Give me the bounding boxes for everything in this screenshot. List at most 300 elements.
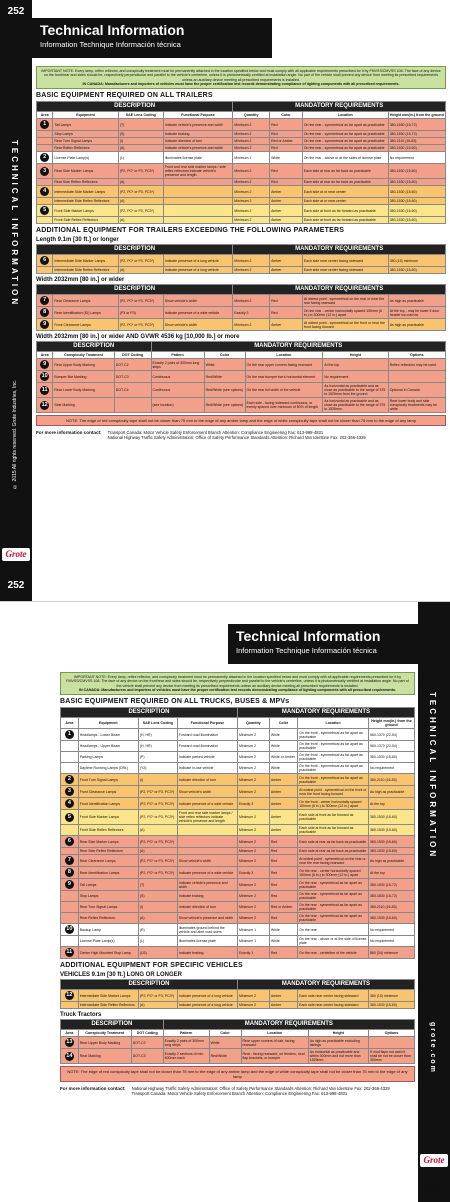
- cell-area: [61, 867, 79, 879]
- table-row: [61, 1037, 415, 1049]
- cell-quantity: Minimum 2: [233, 119, 270, 131]
- cell-location: On the rear: [298, 924, 369, 936]
- table-row: [61, 848, 415, 855]
- cell-color: Red/White (see options): [204, 383, 245, 398]
- cell-options: [388, 371, 445, 383]
- cell-color: White: [209, 1037, 241, 1049]
- cell-pattern: Continuous: [151, 371, 204, 383]
- cell-purpose: [177, 836, 237, 848]
- cell-height: As high as practicable: [388, 295, 445, 307]
- cell-color: Amber: [270, 319, 303, 331]
- area-number-badge: 2: [40, 153, 49, 162]
- cell-location: Each side at rear as far back as practicable: [302, 164, 388, 179]
- cell-purpose: Indicate presence of a wide vehicle: [177, 798, 237, 810]
- cell-height: No requirement: [323, 371, 388, 383]
- cell-purpose: Indicate braking: [163, 131, 233, 138]
- cell-sae-coding: (U3): [138, 947, 177, 959]
- cell-area: [37, 164, 53, 179]
- cell-treatment: Rear Marking: [78, 1049, 131, 1064]
- cell-quantity: Minimum 2: [233, 295, 270, 307]
- width-equipment-table: [36, 284, 446, 331]
- footer-line: National Highway Traffic Safety Administration: Office of Safety Performance Standards Attention: Richard Van Iderstine Fax: 202-366-4329: [131, 1086, 390, 1092]
- cell-sae-coding: (Y2): [138, 763, 177, 774]
- cell-equipment: Intermediate Side Reflex Reflectors: [53, 267, 118, 274]
- cell-color: Amber: [269, 786, 297, 798]
- cell-location: Each side near center facing sideward: [302, 267, 388, 274]
- cell-quantity: Minimum 2: [233, 217, 270, 224]
- table-row: [61, 810, 415, 825]
- cell-location: On the rear - above or at the side of license plate: [299, 937, 367, 946]
- cell-area: [37, 307, 53, 319]
- cell-location: On the front - symmetrical as far apart as practicable: [298, 752, 369, 763]
- cell-equipment: Intermediate Side Marker Lamps: [53, 186, 118, 198]
- cell-area: [61, 763, 79, 774]
- cell-area: [37, 179, 53, 186]
- desc-header: DESCRIPTION: [37, 285, 233, 295]
- cell-quantity: Minimum 2: [237, 752, 269, 763]
- cell-location: Each side near center facing sideward: [298, 1002, 369, 1009]
- cell-color: Red: [270, 119, 303, 131]
- cell-equipment: Headlamps - Lower Beam: [78, 729, 138, 741]
- table-row: [61, 763, 415, 774]
- cell-pattern: Exactly 2 sections of min. 600mm each: [163, 1049, 209, 1064]
- table-row: [61, 752, 415, 763]
- cell-location: Each side at or near center: [302, 186, 388, 198]
- cell-quantity: Minimum 2: [237, 763, 269, 774]
- cell-color: Red or Amber: [270, 138, 303, 145]
- cell-options: Rear lower body and side conspicuity treatments may be white: [388, 398, 445, 413]
- table-row: [37, 295, 446, 307]
- cell-purpose: Illuminates license plate: [163, 152, 233, 164]
- notice-text: IMPORTANT NOTE: Every lamp, reflex reflector, and conspicuity treatment must be permanently attached in the location specified below and must comply with all applicable requirements prescribed for it by FMVSS/CMVSS 108. The face of any device on the front/rear and sides should be, respectively perpendicular and parallel to the vehicle's centerline, unless it is photometrically certified at installation angle. No part of the vehicle shall prevent any device from meeting its prescribed requirements unless an auxiliary device meeting all prescribed requirements is installed.: [66, 675, 409, 688]
- col-header: Color: [209, 1030, 241, 1037]
- table-row: [37, 359, 446, 371]
- cell-purpose: Indicate parked vehicle: [177, 752, 237, 763]
- cell-color: Red or Amber: [269, 902, 297, 913]
- cell-purpose: Forward road illumination: [177, 741, 237, 752]
- table-row: [37, 138, 446, 145]
- col-header: Location: [245, 352, 323, 359]
- cell-location: On the front - symmetrical as far apart as practicable: [298, 763, 369, 774]
- cell-height: 380-1530 (15-60): [388, 205, 445, 217]
- cell-purpose: Indicate direction of turn: [163, 138, 233, 145]
- cell-purpose: Indicate braking: [177, 891, 237, 902]
- cell-sae-coding: (P2, PC* or P3, PC3*): [138, 836, 177, 848]
- cell-equipment: Rear Turn Signal Lamps: [53, 138, 118, 145]
- footer-line: Transport Canada: Motor Vehicle Safety Enforcement Branch Attention: Compliance Engineering Fax: 613-998-4831: [131, 1091, 348, 1097]
- col-header: Height mm(in.) from the ground: [389, 113, 444, 118]
- cell-height: 380-1830 (15-72): [388, 131, 445, 138]
- cell-area: [37, 295, 53, 307]
- cell-equipment: Front Identification Lamps: [78, 798, 138, 810]
- cell-purpose: Illuminates ground behind the vehicle and alert road users: [177, 924, 237, 936]
- col-header: Functional Purpose: [177, 718, 237, 729]
- cell-height: 380-1530 (15-60): [388, 198, 445, 205]
- cell-height: 380-1530 (15-60): [388, 267, 445, 274]
- table-row: [37, 145, 446, 152]
- area-number-badge: 7: [65, 856, 74, 865]
- desc-header: DESCRIPTION: [37, 245, 233, 255]
- cell-height: At the top: [368, 798, 414, 810]
- table-row: [37, 205, 446, 217]
- cell-equipment: Rear Reflex Reflectors: [78, 913, 138, 924]
- cell-equipment: Rear Side Marker Lamps: [53, 164, 118, 179]
- cell-sae-coding: (P2, PC* or P3, PC3*): [138, 798, 177, 810]
- cell-purpose: [163, 198, 233, 205]
- cell-color: Red: [270, 295, 303, 307]
- cell-color: Red: [269, 855, 297, 867]
- cell-purpose: Indicate braking: [177, 947, 237, 959]
- cell-purpose: Indicate presence of a long vehicle: [163, 267, 233, 274]
- cell-sae-coding: (T): [118, 119, 163, 131]
- cell-color: White: [204, 359, 245, 371]
- cell-location: On the rear - symmetrical as far apart as practicable: [302, 131, 388, 138]
- subsection-title: Width 2032mm [80 in.] or wider AND GVWR 4536 kg [10,000 lb.] or more: [36, 334, 240, 341]
- cell-quantity: Minimum 2: [233, 198, 270, 205]
- area-number-badge: 10: [41, 373, 48, 380]
- cell-height: As high as practicable: [368, 855, 414, 867]
- subsection-title: Truck Tractors: [60, 1012, 102, 1019]
- notice-canada: IN CANADA: Manufacturers and importers of vehicles must have the proper certification test records demonstrating compliance of lighting components with all prescribed requirements.: [82, 81, 400, 86]
- cell-location: Each side at front as far forward as practicable: [298, 825, 369, 836]
- col-header: Location: [298, 718, 369, 729]
- cell-equipment: Front Side Marker Lamps: [53, 205, 118, 217]
- cell-equipment: Intermediate Side Reflex Reflectors: [78, 1002, 138, 1009]
- col-header: Height: [323, 352, 388, 359]
- cell-location: At widest point - symmetrical on the rear or near the rear facing rearward: [302, 295, 388, 307]
- cell-sae-coding: (P2, PC* or P3, PC3*): [138, 990, 177, 1002]
- cell-quantity: Minimum 2: [237, 879, 269, 891]
- cell-area: [61, 990, 79, 1002]
- header-band: [228, 624, 418, 664]
- cell-equipment: Front Clearance Lamps: [53, 319, 118, 331]
- cell-quantity: Minimum 2: [233, 138, 270, 145]
- cell-location: On the rear - symmetrical as far apart as practicable: [298, 913, 369, 924]
- cell-area: [61, 1037, 79, 1049]
- area-number-badge: 2: [65, 775, 74, 784]
- cell-color: White: [269, 936, 297, 947]
- cell-height: 380-1530 (15-60): [368, 913, 414, 924]
- col-header: Area: [37, 112, 53, 119]
- col-header: DOT Coding: [114, 352, 151, 359]
- cell-area: [37, 267, 53, 274]
- cell-sae-coding: (P2, PC* or P3, PC3*): [118, 205, 163, 217]
- desc-header: DESCRIPTION: [61, 708, 238, 718]
- cell-location: Each side at rear as far back as practicable: [298, 836, 369, 848]
- cell-equipment: Front Side Marker Lamps: [78, 810, 138, 825]
- cell-quantity: Minimum 2: [233, 186, 270, 198]
- table-row: [37, 255, 446, 267]
- cell-location: At widest point - symmetrical on the front or near the front facing forward: [302, 319, 388, 331]
- tractor-conspicuity-table: [60, 1019, 415, 1064]
- table-row: [37, 217, 446, 224]
- cell-purpose: [163, 179, 233, 186]
- cell-equipment: Front Clearance Lamps: [78, 786, 138, 798]
- cell-color: Amber: [269, 990, 297, 1002]
- table-row: [37, 179, 446, 186]
- col-header: Color: [204, 352, 245, 359]
- cell-sae-coding: (I): [138, 774, 177, 786]
- col-header: Pattern: [151, 352, 204, 359]
- table-row: [61, 786, 415, 798]
- cell-color: White: [269, 763, 297, 774]
- cell-color: White or Amber: [269, 752, 297, 763]
- cell-equipment: Daytime Running Lamps (DRL): [78, 763, 138, 774]
- cell-location: Each side at or near center: [302, 198, 388, 205]
- cell-sae-coding: (A): [118, 217, 163, 224]
- subsection-title: VEHICLES 9.1m [30 ft.] LONG OR LONGER: [60, 972, 183, 979]
- cell-location: At widest point - symmetrical on the front or near the front facing forward: [299, 787, 367, 796]
- col-header: Options: [388, 352, 445, 359]
- conspicuity-note: NOTE: The edge of red conspicuity tape shall not be closer than 75 mm to the edge of any amber lamp and the edge of white conspicuity tape shall not be closer than 75 mm to the edge of any lamp: [60, 1066, 415, 1082]
- cell-sae-coding: (P2, PC* or P3, PC3*): [138, 786, 177, 798]
- cell-color: Amber: [269, 1002, 297, 1009]
- cell-location: At widest point - symmetrical on the rear or near the rear facing rearward: [298, 855, 369, 867]
- cell-equipment: Rear Clearance Lamps: [53, 295, 118, 307]
- cell-purpose: Front and rear side marker lamps / side reflex reflectors indicate vehicle's presence and length: [163, 164, 233, 179]
- cell-color: Amber: [270, 205, 303, 217]
- table-row: [37, 152, 446, 164]
- mand-header: MANDATORY REQUIREMENTS: [237, 708, 414, 718]
- table-row: [61, 990, 415, 1002]
- conspicuity-table: [36, 341, 446, 413]
- cell-pattern: Exactly 2 pairs of 300mm long strips: [163, 1037, 209, 1049]
- cell-purpose: Indicate vehicle's presence and width: [177, 879, 237, 891]
- cell-color: Amber: [269, 774, 297, 786]
- cell-area: [37, 198, 53, 205]
- cell-area: [61, 825, 79, 836]
- section-title: BASIC EQUIPMENT REQUIRED ON ALL TRUCKS, BUSES & MPVs: [60, 698, 290, 706]
- cell-purpose: Indicate in-use vehicle: [177, 763, 237, 774]
- col-header: Quantity: [233, 112, 270, 119]
- cell-treatment: Side Marking: [53, 398, 114, 413]
- cell-quantity: Exactly 1: [237, 947, 269, 959]
- cell-sae-coding: (P2, PC* or P3, PC3*): [118, 186, 163, 198]
- cell-area: [37, 119, 53, 131]
- grote-logo: Grote: [420, 1154, 448, 1167]
- area-number-badge: 13: [66, 1039, 73, 1046]
- page-subtitle: Information Technique Información técnica: [40, 40, 181, 49]
- cell-quantity: Minimum 2: [237, 913, 269, 924]
- cell-purpose: Show vehicle's width: [163, 295, 233, 307]
- cell-height: 380-1530 (15-60): [368, 825, 414, 836]
- cell-height: 380-1530 (15-60): [368, 1002, 414, 1009]
- cell-location: Each side at front as far forward as practicable: [298, 810, 369, 825]
- cell-purpose: Show vehicle's width: [163, 319, 233, 331]
- cell-height: 380 (15) minimum: [388, 255, 445, 267]
- table-row: [61, 867, 415, 879]
- cell-color: Red: [269, 879, 297, 891]
- cell-area: [37, 205, 53, 217]
- cell-color: Amber: [270, 255, 303, 267]
- table-row: [61, 947, 415, 959]
- desc-header: DESCRIPTION: [37, 342, 152, 352]
- page-content: [60, 672, 415, 1097]
- table-row: [61, 729, 415, 741]
- table-row: [37, 398, 446, 413]
- cell-location: On the rear - symmetrical as far apart as practicable: [302, 138, 388, 145]
- area-number-badge: 3: [65, 787, 74, 796]
- cell-area: [61, 891, 79, 902]
- col-header: Equipment: [53, 112, 118, 119]
- cell-equipment: Stop Lamps: [53, 131, 118, 138]
- cell-height: 380-1530 (15-60): [368, 810, 414, 825]
- cell-height: 380 (15) minimum: [368, 990, 414, 1002]
- cell-equipment: Rear Identification Lamps: [78, 867, 138, 879]
- cell-height: 380-2110 (15-83): [368, 774, 414, 786]
- cell-area: [61, 924, 79, 936]
- page-title: Technical Information: [40, 22, 185, 38]
- cell-height: No requirement: [368, 763, 414, 774]
- area-number-badge: 5: [65, 813, 74, 822]
- cell-equipment: Rear Turn Signal Lamps: [78, 902, 138, 913]
- cell-location: On the rear - symmetrical as far apart as practicable: [298, 902, 369, 913]
- area-number-badge: 9: [40, 360, 49, 369]
- cell-area: [61, 1049, 79, 1064]
- cell-color: Red: [269, 913, 297, 924]
- mand-header: MANDATORY REQUIREMENTS: [151, 342, 446, 352]
- table-row: [61, 1002, 415, 1009]
- section-title: ADDITIONAL EQUIPMENT FOR SPECIFIC VEHICLES: [60, 962, 243, 970]
- col-header: Equipment: [78, 718, 138, 729]
- cell-height: No requirement: [368, 924, 414, 936]
- mand-header: MANDATORY REQUIREMENTS: [233, 102, 446, 112]
- long-vehicle-table: [60, 979, 415, 1009]
- cell-purpose: Indicate vehicle's presence and width: [163, 145, 233, 152]
- table-row: [61, 913, 415, 924]
- cell-purpose: [177, 825, 237, 836]
- col-header: Location: [302, 112, 388, 119]
- footer-line: National Highway Traffic Safety Administration: Office of Safety Performance Standards Attention: Richard Van Iderstine Fax: 202-366-4329: [107, 435, 366, 441]
- cell-location: Each side at front as far forward as practicable: [302, 217, 388, 224]
- footer: [60, 1086, 415, 1096]
- table-row: [37, 307, 446, 319]
- cell-quantity: Minimum 2: [233, 319, 270, 331]
- cell-height: 380-2110 (15-83): [388, 138, 445, 145]
- cell-color: Amber: [269, 810, 297, 825]
- cell-location: On the rear - symmetrical as far apart as practicable: [302, 145, 388, 152]
- cell-height: 380-1530 (15-60): [368, 836, 414, 848]
- cell-equipment: Intermediate Side Reflex Reflectors: [53, 198, 118, 205]
- col-header: Color: [269, 718, 297, 729]
- cell-sae-coding: (S): [118, 131, 163, 138]
- cell-height: No requirement: [388, 152, 445, 164]
- cell-height: At the top: [323, 359, 388, 371]
- cell-pattern: Continuous: [151, 383, 204, 398]
- cell-height: 380-1530 (15-60): [388, 186, 445, 198]
- area-number-badge: 9: [40, 320, 49, 329]
- cell-area: [37, 359, 53, 371]
- cell-dot-coding: DOT-C3: [131, 1049, 163, 1064]
- cell-location: On the front - symmetrical as far apart as practicable: [298, 729, 369, 741]
- cell-area: [37, 319, 53, 331]
- mand-header: MANDATORY REQUIREMENTS: [163, 1020, 414, 1030]
- table-row: [61, 836, 415, 848]
- cell-height: As high as practicable excluding fairings: [308, 1037, 368, 1049]
- cell-sae-coding: (S): [138, 891, 177, 902]
- cell-area: [61, 810, 79, 825]
- table-row: [37, 119, 446, 131]
- table-row: [37, 383, 446, 398]
- subsection-title: Length 9.1m [30 ft.] or longer: [36, 237, 119, 244]
- cell-sae-coding: (I): [118, 138, 163, 145]
- side-label: TECHNICAL INFORMATION: [428, 692, 437, 860]
- cell-equipment: Stop Lamps: [78, 891, 138, 902]
- mand-header: MANDATORY REQUIREMENTS: [237, 980, 414, 990]
- cell-sae-coding: (H, HR): [138, 729, 177, 741]
- cell-location: On the rear - center horizontally spaced 150mm (6 in.) to 300mm (12 in.) apart: [298, 867, 369, 879]
- cell-area: [61, 729, 79, 741]
- length-equipment-table: [36, 244, 446, 274]
- cell-color: Amber: [269, 825, 297, 836]
- cell-area: [61, 836, 79, 848]
- cell-area: [61, 798, 79, 810]
- cell-height: 380-1530 (15-60): [368, 848, 414, 855]
- cell-area: [37, 138, 53, 145]
- cell-equipment: License Plate Lamp(s): [78, 936, 138, 947]
- cell-area: [61, 913, 79, 924]
- cell-quantity: Minimum 2: [237, 825, 269, 836]
- cell-quantity: Minimum 1: [237, 924, 269, 936]
- cell-treatment: Bumper Bar Marking: [53, 371, 114, 383]
- cell-quantity: Minimum 2: [237, 902, 269, 913]
- cell-equipment: Front Side Reflex Reflectors: [78, 825, 138, 836]
- cell-height: As horizontal as practicable and within 300mm and not more than 1525mm: [308, 1049, 368, 1064]
- cell-sae-coding: (A): [118, 179, 163, 186]
- cell-color: White: [270, 152, 303, 164]
- col-header: Area: [61, 718, 79, 729]
- cell-equipment: Tail Lamps: [53, 119, 118, 131]
- cell-area: [61, 855, 79, 867]
- cell-area: [37, 131, 53, 138]
- page-subtitle: Information Technique Información técnica: [236, 646, 377, 655]
- footer-label: For more information contact:: [60, 1086, 126, 1092]
- cell-sae-coding: (H, HR): [138, 741, 177, 752]
- area-number-badge: 10: [66, 926, 73, 933]
- cell-area: [37, 255, 53, 267]
- cell-equipment: Intermediate Side Marker Lamps: [53, 255, 118, 267]
- cell-area: [37, 152, 53, 164]
- area-number-badge: 8: [40, 308, 49, 317]
- area-number-badge: 1: [40, 120, 49, 129]
- col-header: Location: [241, 1030, 308, 1037]
- col-header: SAE Lens Coding: [118, 112, 163, 119]
- cell-area: [61, 936, 79, 947]
- cell-area: [37, 186, 53, 198]
- area-number-badge: 8: [65, 868, 74, 877]
- cell-sae-coding: (A): [138, 848, 177, 855]
- cell-height: As horizontal as practicable and as close as practicable to the range of 375 to 1525mm: [323, 398, 388, 413]
- cell-sae-coding: (P2, PC* or P3, PC3*): [118, 319, 163, 331]
- cell-equipment: Rear Clearance Lamps: [78, 855, 138, 867]
- header-band: [32, 18, 272, 58]
- cell-purpose: Indicate direction of turn: [177, 774, 237, 786]
- cell-color: Red/White: [209, 1049, 241, 1064]
- cell-equipment: Rear Reflex Reflectors: [53, 145, 118, 152]
- mand-header: MANDATORY REQUIREMENTS: [233, 245, 446, 255]
- cell-color: Amber: [270, 186, 303, 198]
- cell-area: [61, 879, 79, 891]
- table-row: [61, 798, 415, 810]
- cell-treatment: Rear Upper Body Marking: [78, 1037, 131, 1049]
- table-row: [37, 131, 446, 138]
- table-row: [61, 891, 415, 902]
- cell-equipment: Front Side Reflex Reflectors: [53, 217, 118, 224]
- cell-location: Each side near center facing sideward: [298, 990, 369, 1002]
- cell-height: 560-1370 (22-54): [368, 729, 414, 741]
- copyright: © 2015 All rights reserved. Grote Industries, Inc.: [12, 380, 18, 489]
- table-row: [37, 267, 446, 274]
